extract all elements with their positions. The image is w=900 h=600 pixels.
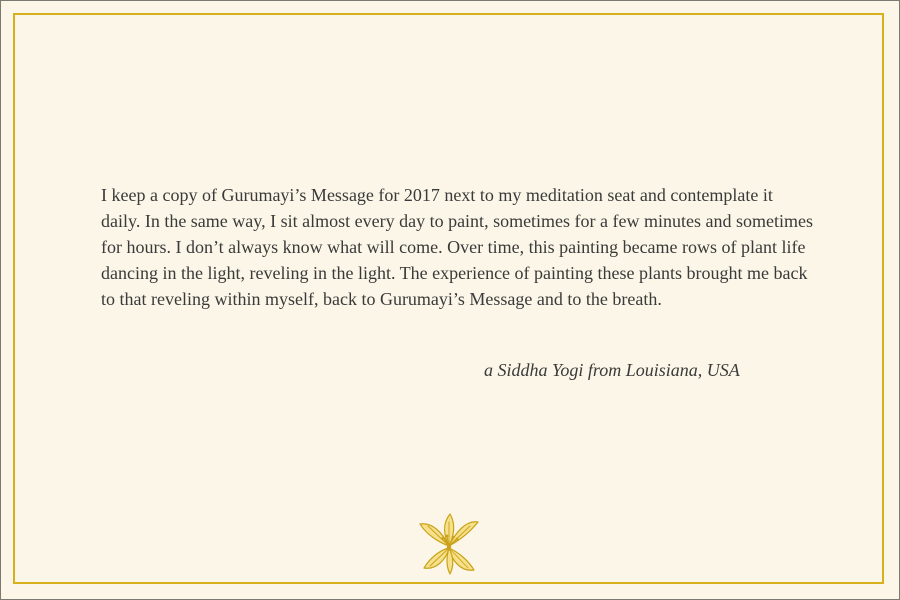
lily-flower-icon xyxy=(414,508,484,578)
testimonial-attribution: a Siddha Yogi from Louisiana, USA xyxy=(484,360,740,380)
testimonial-text: I keep a copy of Gurumayi’s Message for 2017 next to my meditation seat and contemplate it daily. In the same way, I sit almost every day to paint, sometimes for a few minutes and sometimes for hours. I don’t always know what will come. Over time, this painting became rows of plant life dancing in the light, reveling in the light. The experience of painting these plants brought me back to that reveling within myself, back to Gurumayi’s Message and to the breath. xyxy=(101,185,813,309)
